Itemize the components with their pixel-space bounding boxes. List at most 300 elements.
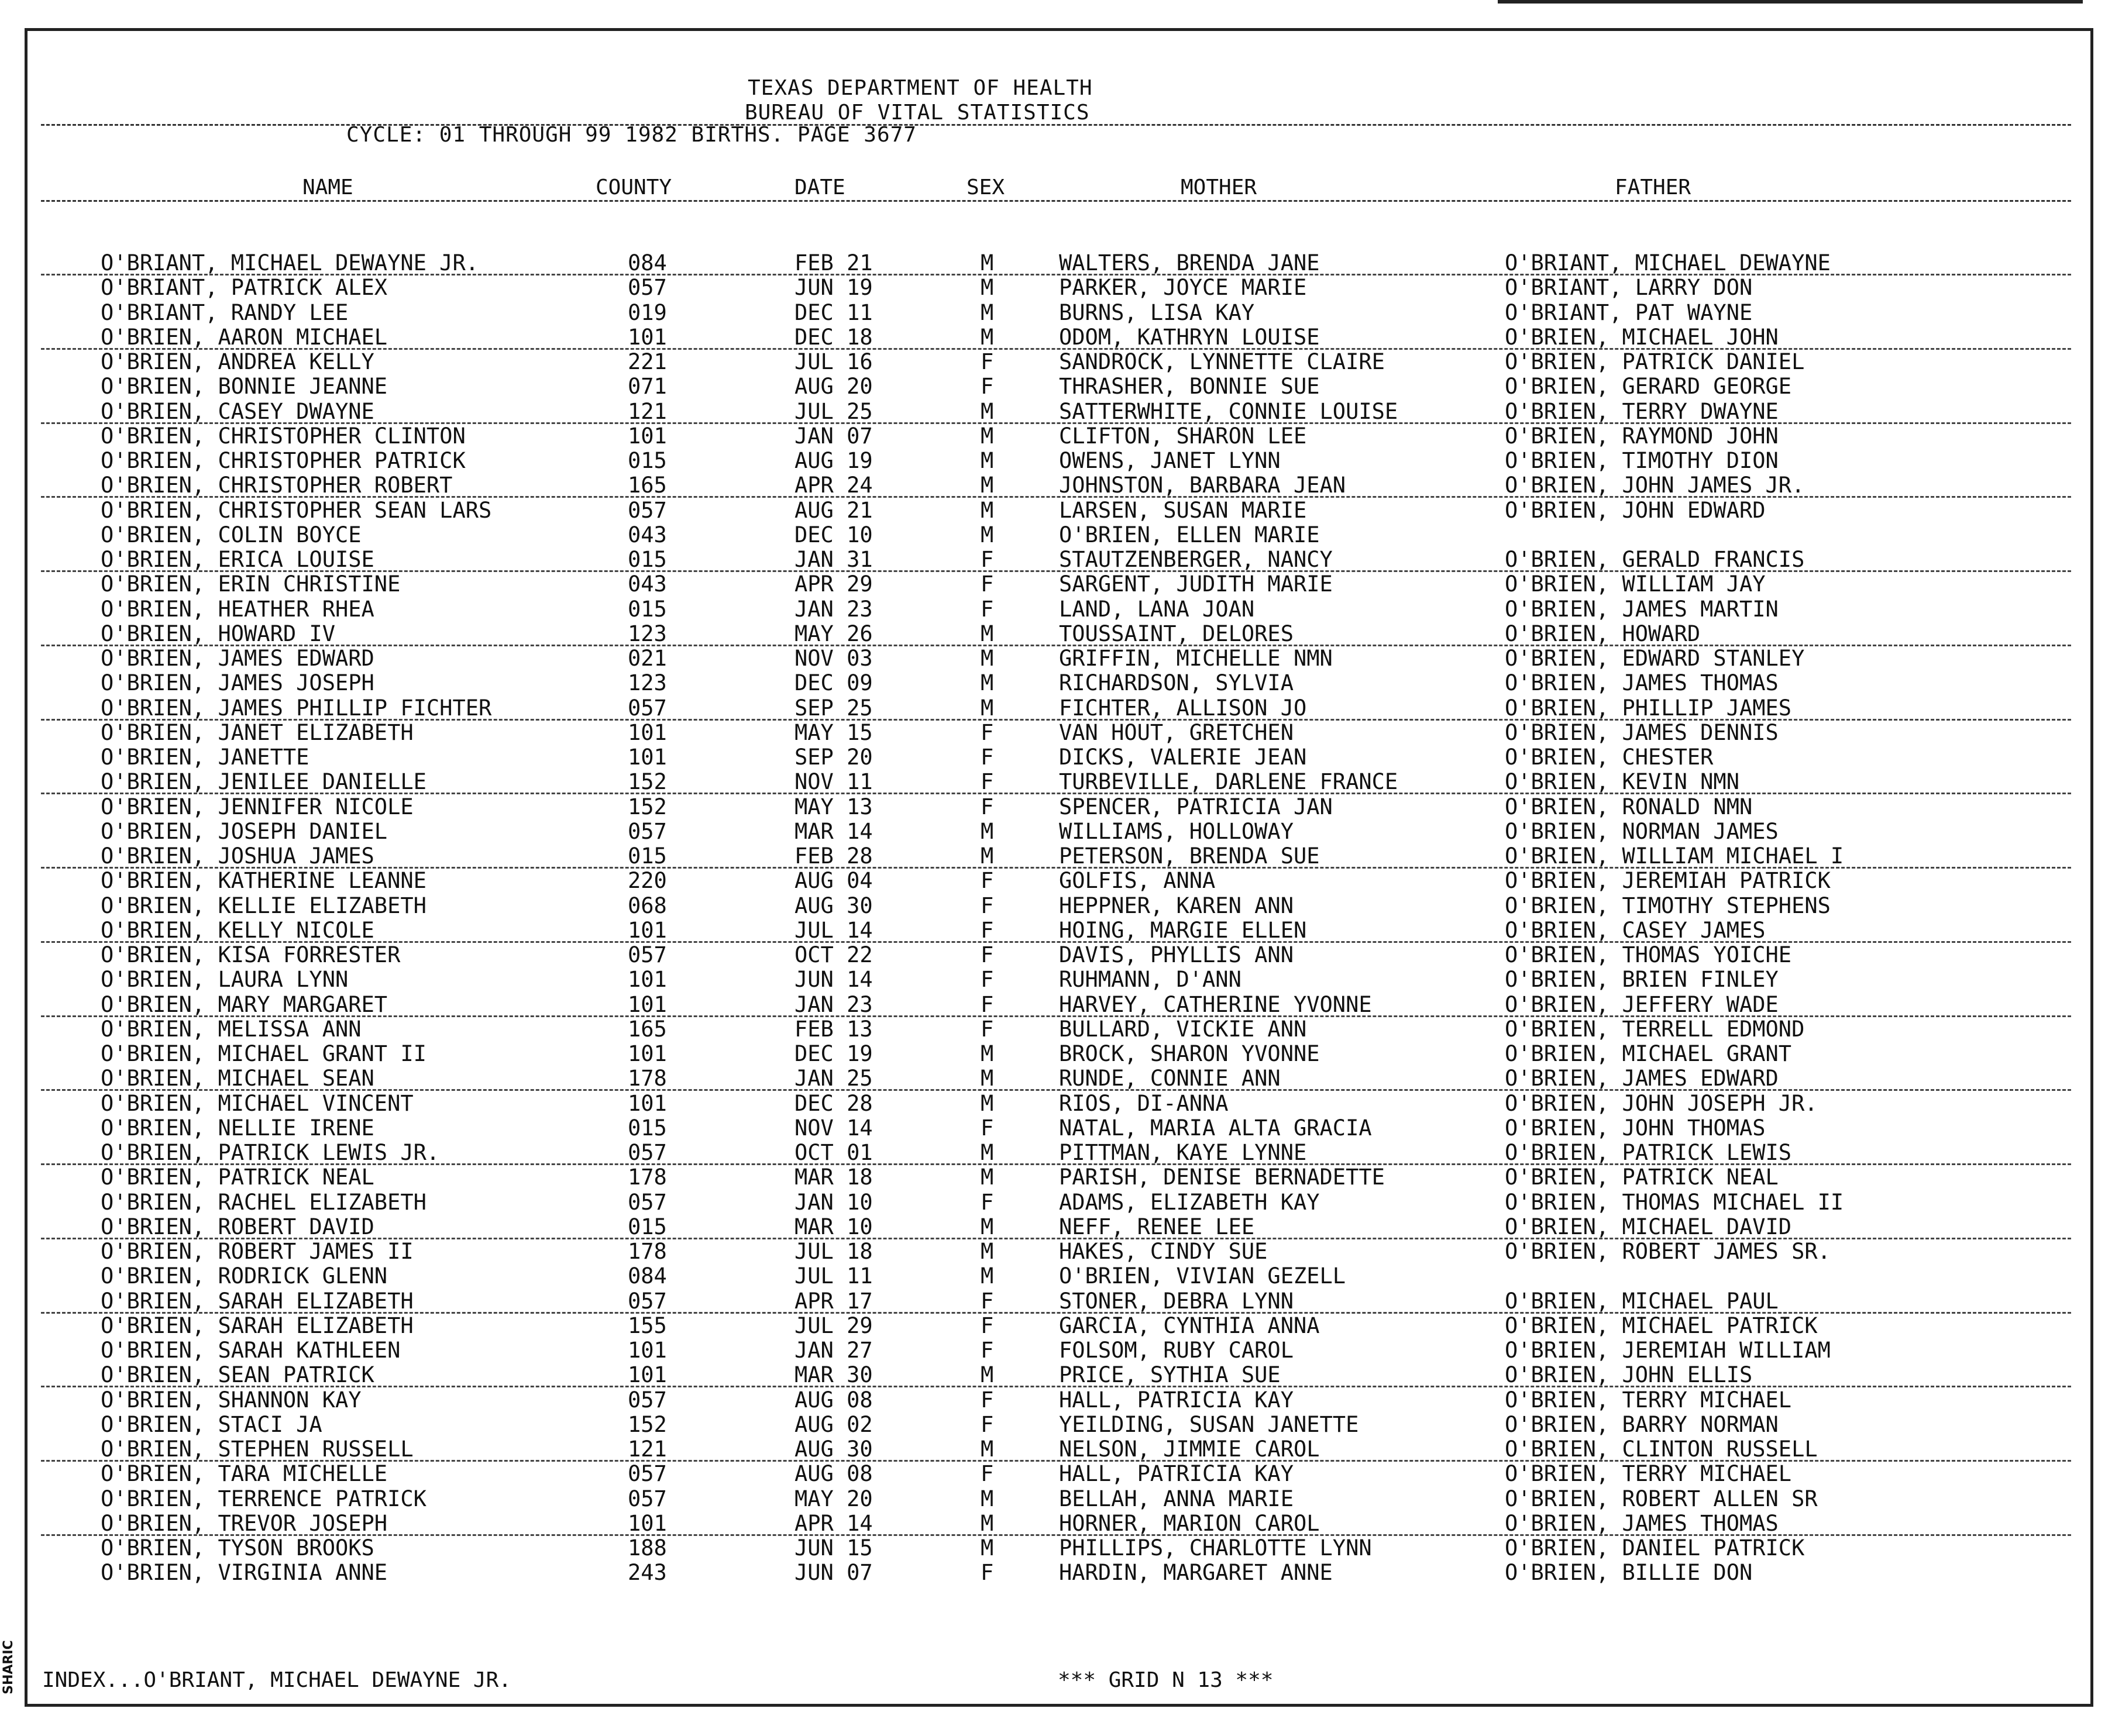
record-sex: M <box>981 1263 994 1289</box>
record-father: O'BRIEN, GERARD GEORGE <box>1505 374 1792 399</box>
record-row <box>0 1091 2122 1115</box>
record-name: O'BRIEN, MELISSA ANN <box>101 1016 362 1042</box>
record-sex: M <box>981 299 994 325</box>
record-sex: M <box>981 818 994 844</box>
record-mother: STONER, DEBRA LYNN <box>1059 1288 1294 1314</box>
record-father: O'BRIEN, PHILLIP JAMES <box>1505 695 1792 721</box>
record-father: O'BRIEN, EDWARD STANLEY <box>1505 646 1805 671</box>
record-name: O'BRIEN, SARAH ELIZABETH <box>101 1313 414 1338</box>
record-county: 057 <box>628 1461 667 1487</box>
record-county: 015 <box>628 596 667 622</box>
record-row <box>0 646 2122 670</box>
record-row <box>0 399 2122 423</box>
record-county: 123 <box>628 621 667 646</box>
record-county: 101 <box>628 1362 667 1388</box>
col-header-mother: MOTHER <box>1181 175 1257 199</box>
record-mother: SPENCER, PATRICIA JAN <box>1059 794 1333 819</box>
record-mother: NEFF, RENEE LEE <box>1059 1214 1255 1239</box>
record-mother: HALL, PATRICIA KAY <box>1059 1461 1294 1487</box>
record-row <box>0 695 2122 720</box>
record-mother: BURNS, LISA KAY <box>1059 299 1255 325</box>
record-date: APR 14 <box>795 1510 873 1536</box>
record-mother: BULLARD, VICKIE ANN <box>1059 1016 1307 1042</box>
record-mother: VAN HOUT, GRETCHEN <box>1059 719 1294 745</box>
record-county: 015 <box>628 1115 667 1141</box>
record-sex: F <box>981 1115 994 1141</box>
record-date: APR 24 <box>795 473 873 498</box>
record-name: O'BRIEN, CHRISTOPHER ROBERT <box>101 473 453 498</box>
record-row <box>0 918 2122 942</box>
record-name: O'BRIEN, JAMES JOSEPH <box>101 670 374 696</box>
record-county: 084 <box>628 250 667 275</box>
record-row <box>0 473 2122 497</box>
record-row <box>0 325 2122 349</box>
record-mother: LAND, LANA JOAN <box>1059 596 1255 622</box>
record-father: O'BRIEN, BILLIE DON <box>1505 1560 1753 1586</box>
record-name: O'BRIEN, SEAN PATRICK <box>101 1362 374 1388</box>
record-mother: DAVIS, PHYLLIS ANN <box>1059 942 1294 967</box>
record-date: MAY 20 <box>795 1486 873 1511</box>
record-county: 221 <box>628 349 667 374</box>
record-sex: F <box>981 571 994 597</box>
record-name: O'BRIEN, HEATHER RHEA <box>101 596 374 622</box>
record-name: O'BRIEN, PATRICK NEAL <box>101 1165 374 1190</box>
record-mother: HOING, MARGIE ELLEN <box>1059 917 1307 943</box>
record-county: 071 <box>628 374 667 399</box>
record-date: NOV 03 <box>795 646 873 671</box>
record-mother: PRICE, SYTHIA SUE <box>1059 1362 1281 1388</box>
record-sex: F <box>981 596 994 622</box>
header-rule <box>41 124 2071 126</box>
column-header-rule <box>41 200 2071 202</box>
header-line-2: BUREAU OF VITAL STATISTICS <box>745 101 1090 125</box>
record-name: O'BRIEN, ROBERT JAMES II <box>101 1239 414 1264</box>
record-date: DEC 10 <box>795 522 873 547</box>
record-mother: LARSEN, SUSAN MARIE <box>1059 497 1307 523</box>
record-sex: M <box>981 522 994 547</box>
record-date: JUN 07 <box>795 1560 873 1586</box>
header-cycle: CYCLE: 01 THROUGH 99 1982 BIRTHS. PAGE 3677 <box>346 123 917 147</box>
record-date: JUL 16 <box>795 349 873 374</box>
record-mother: PETERSON, BRENDA SUE <box>1059 843 1320 869</box>
record-name: O'BRIANT, RANDY LEE <box>101 299 349 325</box>
record-mother: TURBEVILLE, DARLENE FRANCE <box>1059 769 1398 795</box>
record-county: 057 <box>628 1140 667 1165</box>
record-mother: YEILDING, SUSAN JANETTE <box>1059 1411 1359 1437</box>
record-date: AUG 20 <box>795 374 873 399</box>
record-mother: SATTERWHITE, CONNIE LOUISE <box>1059 398 1398 424</box>
record-mother: JOHNSTON, BARBARA JEAN <box>1059 473 1346 498</box>
record-county: 057 <box>628 1189 667 1215</box>
record-mother: CLIFTON, SHARON LEE <box>1059 423 1307 449</box>
col-header-county: COUNTY <box>596 175 672 199</box>
record-row <box>0 1338 2122 1362</box>
record-date: JUN 14 <box>795 967 873 993</box>
record-father: O'BRIEN, JAMES THOMAS <box>1505 1510 1779 1536</box>
record-sex: M <box>981 473 994 498</box>
record-mother: HEPPNER, KAREN ANN <box>1059 893 1294 918</box>
record-date: NOV 11 <box>795 769 873 795</box>
record-father: O'BRIEN, MICHAEL PATRICK <box>1505 1313 1818 1338</box>
record-row <box>0 1263 2122 1288</box>
record-row <box>0 1190 2122 1214</box>
record-date: FEB 21 <box>795 250 873 275</box>
record-mother: HARVEY, CATHERINE YVONNE <box>1059 991 1372 1017</box>
record-father: O'BRIEN, DANIEL PATRICK <box>1505 1535 1805 1561</box>
record-county: 057 <box>628 818 667 844</box>
record-mother: WILLIAMS, HOLLOWAY <box>1059 818 1294 844</box>
record-mother: HORNER, MARION CAROL <box>1059 1510 1320 1536</box>
record-father: O'BRIEN, BARRY NORMAN <box>1505 1411 1779 1437</box>
record-name: O'BRIEN, TERRENCE PATRICK <box>101 1486 427 1511</box>
record-county: 123 <box>628 670 667 696</box>
record-father: O'BRIEN, JAMES DENNIS <box>1505 719 1779 745</box>
col-header-name: NAME <box>302 175 353 199</box>
record-county: 178 <box>628 1239 667 1264</box>
record-sex: M <box>981 1041 994 1066</box>
record-county: 057 <box>628 275 667 301</box>
record-county: 165 <box>628 1016 667 1042</box>
record-date: MAY 15 <box>795 719 873 745</box>
record-father: O'BRIEN, TERRY MICHAEL <box>1505 1461 1792 1487</box>
record-row <box>0 1239 2122 1263</box>
record-father: O'BRIEN, CLINTON RUSSELL <box>1505 1437 1818 1462</box>
record-date: JAN 23 <box>795 991 873 1017</box>
record-date: JUN 19 <box>795 275 873 301</box>
record-row <box>0 819 2122 843</box>
record-father: O'BRIEN, JEREMIAH WILLIAM <box>1505 1338 1831 1363</box>
record-row <box>0 349 2122 374</box>
record-row <box>0 670 2122 695</box>
record-date: AUG 08 <box>795 1461 873 1487</box>
record-sex: F <box>981 893 994 918</box>
record-father: O'BRIEN, JOHN EDWARD <box>1505 497 1766 523</box>
record-mother: FICHTER, ALLISON JO <box>1059 695 1307 721</box>
record-father: O'BRIEN, MICHAEL DAVID <box>1505 1214 1792 1239</box>
record-name: O'BRIEN, JAMES PHILLIP FICHTER <box>101 695 492 721</box>
record-sex: F <box>981 967 994 993</box>
record-date: MAR 30 <box>795 1362 873 1388</box>
record-sex: F <box>981 1016 994 1042</box>
record-row <box>0 1412 2122 1437</box>
record-name: O'BRIEN, MICHAEL VINCENT <box>101 1090 414 1116</box>
record-mother: PHILLIPS, CHARLOTTE LYNN <box>1059 1535 1372 1561</box>
record-mother: O'BRIEN, VIVIAN GEZELL <box>1059 1263 1346 1289</box>
record-row <box>0 1313 2122 1338</box>
record-date: APR 17 <box>795 1288 873 1314</box>
record-name: O'BRIEN, JENILEE DANIELLE <box>101 769 427 795</box>
record-father: O'BRIEN, WILLIAM MICHAEL I <box>1505 843 1844 869</box>
record-row <box>0 1140 2122 1165</box>
record-county: 015 <box>628 843 667 869</box>
record-sex: M <box>981 250 994 275</box>
record-county: 101 <box>628 324 667 350</box>
record-mother: TOUSSAINT, DELORES <box>1059 621 1294 646</box>
record-mother: DICKS, VALERIE JEAN <box>1059 745 1307 770</box>
top-edge-strip <box>1498 0 2083 4</box>
record-date: JAN 31 <box>795 547 873 572</box>
record-name: O'BRIEN, CHRISTOPHER SEAN LARS <box>101 497 492 523</box>
record-row <box>0 769 2122 794</box>
record-county: 015 <box>628 1214 667 1239</box>
record-name: O'BRIEN, TARA MICHELLE <box>101 1461 388 1487</box>
record-mother: SARGENT, JUDITH MARIE <box>1059 571 1333 597</box>
record-date: JAN 27 <box>795 1338 873 1363</box>
record-name: O'BRIEN, NELLIE IRENE <box>101 1115 374 1141</box>
record-date: DEC 09 <box>795 670 873 696</box>
record-row <box>0 1387 2122 1412</box>
record-county: 068 <box>628 893 667 918</box>
record-row <box>0 1041 2122 1066</box>
record-father: O'BRIEN, THOMAS MICHAEL II <box>1505 1189 1844 1215</box>
col-header-sex: SEX <box>967 175 1005 199</box>
record-row <box>0 1165 2122 1189</box>
record-name: O'BRIEN, MARY MARGARET <box>101 991 388 1017</box>
record-row <box>0 275 2122 299</box>
record-row <box>0 942 2122 967</box>
record-sex: F <box>981 1411 994 1437</box>
record-sex: M <box>981 646 994 671</box>
record-date: DEC 19 <box>795 1041 873 1066</box>
footer-grid: *** GRID N 13 *** <box>1058 1668 1274 1692</box>
record-sex: F <box>981 1461 994 1487</box>
record-name: O'BRIEN, ERICA LOUISE <box>101 547 374 572</box>
header-line-1: TEXAS DEPARTMENT OF HEALTH <box>748 76 1093 100</box>
record-county: 084 <box>628 1263 667 1289</box>
col-header-father: FATHER <box>1615 175 1691 199</box>
record-father: O'BRIEN, HOWARD <box>1505 621 1701 646</box>
record-name: O'BRIEN, ROBERT DAVID <box>101 1214 374 1239</box>
record-row <box>0 1214 2122 1239</box>
record-mother: HARDIN, MARGARET ANNE <box>1059 1560 1333 1586</box>
record-father: O'BRIEN, TIMOTHY DION <box>1505 448 1779 473</box>
record-county: 152 <box>628 794 667 819</box>
record-father: O'BRIEN, KEVIN NMN <box>1505 769 1739 795</box>
record-date: AUG 04 <box>795 868 873 894</box>
record-sex: M <box>981 448 994 473</box>
record-date: MAY 26 <box>795 621 873 646</box>
record-mother: PARKER, JOYCE MARIE <box>1059 275 1307 301</box>
record-sex: M <box>981 670 994 696</box>
record-name: O'BRIEN, LAURA LYNN <box>101 967 349 993</box>
record-county: 101 <box>628 917 667 943</box>
record-name: O'BRIEN, CASEY DWAYNE <box>101 398 374 424</box>
record-sex: F <box>981 794 994 819</box>
record-name: O'BRIANT, PATRICK ALEX <box>101 275 388 301</box>
record-date: MAR 18 <box>795 1165 873 1190</box>
record-mother: OWENS, JANET LYNN <box>1059 448 1281 473</box>
record-sex: M <box>981 1066 994 1091</box>
record-row <box>0 843 2122 868</box>
record-row <box>0 522 2122 547</box>
record-date: MAR 10 <box>795 1214 873 1239</box>
record-county: 019 <box>628 299 667 325</box>
record-county: 057 <box>628 695 667 721</box>
record-father: O'BRIEN, PATRICK DANIEL <box>1505 349 1805 374</box>
record-county: 220 <box>628 868 667 894</box>
record-row <box>0 1017 2122 1041</box>
record-name: O'BRIEN, PATRICK LEWIS JR. <box>101 1140 440 1165</box>
record-sex: M <box>981 1486 994 1511</box>
record-date: AUG 19 <box>795 448 873 473</box>
record-name: O'BRIEN, KISA FORRESTER <box>101 942 401 967</box>
record-name: O'BRIEN, CHRISTOPHER CLINTON <box>101 423 466 449</box>
record-sex: M <box>981 1437 994 1462</box>
record-mother: BROCK, SHARON YVONNE <box>1059 1041 1320 1066</box>
record-name: O'BRIEN, SHANNON KAY <box>101 1387 362 1413</box>
record-mother: GOLFIS, ANNA <box>1059 868 1216 894</box>
record-name: O'BRIEN, ERIN CHRISTINE <box>101 571 401 597</box>
record-date: JAN 10 <box>795 1189 873 1215</box>
record-date: NOV 14 <box>795 1115 873 1141</box>
record-mother: PARISH, DENISE BERNADETTE <box>1059 1165 1385 1190</box>
record-father: O'BRIEN, JEFFERY WADE <box>1505 991 1779 1017</box>
record-father: O'BRIEN, TIMOTHY STEPHENS <box>1505 893 1831 918</box>
record-county: 021 <box>628 646 667 671</box>
record-name: O'BRIEN, KELLY NICOLE <box>101 917 374 943</box>
record-name: O'BRIANT, MICHAEL DEWAYNE JR. <box>101 250 479 275</box>
record-row <box>0 1289 2122 1313</box>
record-mother: FOLSOM, RUBY CAROL <box>1059 1338 1294 1363</box>
record-date: DEC 18 <box>795 324 873 350</box>
record-father: O'BRIEN, TERRY DWAYNE <box>1505 398 1779 424</box>
record-name: O'BRIEN, CHRISTOPHER PATRICK <box>101 448 466 473</box>
record-row <box>0 967 2122 991</box>
record-father: O'BRIEN, THOMAS YOICHE <box>1505 942 1792 967</box>
record-name: O'BRIEN, VIRGINIA ANNE <box>101 1560 388 1586</box>
record-mother: WALTERS, BRENDA JANE <box>1059 250 1320 275</box>
record-father: O'BRIEN, JAMES THOMAS <box>1505 670 1779 696</box>
record-father: O'BRIEN, TERRELL EDMOND <box>1505 1016 1805 1042</box>
record-county: 043 <box>628 522 667 547</box>
record-date: MAY 13 <box>795 794 873 819</box>
record-name: O'BRIEN, ANDREA KELLY <box>101 349 374 374</box>
record-row <box>0 374 2122 398</box>
record-county: 015 <box>628 448 667 473</box>
record-row <box>0 1362 2122 1387</box>
record-name: O'BRIEN, JENNIFER NICOLE <box>101 794 414 819</box>
record-row <box>0 1066 2122 1090</box>
record-name: O'BRIEN, KELLIE ELIZABETH <box>101 893 427 918</box>
record-row <box>0 250 2122 275</box>
record-sex: F <box>981 1560 994 1586</box>
record-date: DEC 11 <box>795 299 873 325</box>
record-row <box>0 621 2122 646</box>
side-stamp <box>1 1638 23 1702</box>
record-mother: RUHMANN, D'ANN <box>1059 967 1241 993</box>
record-county: 057 <box>628 1387 667 1413</box>
record-date: DEC 28 <box>795 1090 873 1116</box>
record-name: O'BRIEN, SARAH ELIZABETH <box>101 1288 414 1314</box>
record-sex: F <box>981 349 994 374</box>
record-row <box>0 1115 2122 1140</box>
record-sex: M <box>981 398 994 424</box>
record-date: SEP 25 <box>795 695 873 721</box>
record-date: APR 29 <box>795 571 873 597</box>
record-row <box>0 1560 2122 1585</box>
record-county: 101 <box>628 719 667 745</box>
record-mother: RUNDE, CONNIE ANN <box>1059 1066 1281 1091</box>
record-name: O'BRIEN, STACI JA <box>101 1411 322 1437</box>
record-sex: M <box>981 1165 994 1190</box>
record-father: O'BRIEN, JAMES EDWARD <box>1505 1066 1779 1091</box>
record-sex: M <box>981 1510 994 1536</box>
record-county: 101 <box>628 1338 667 1363</box>
record-father: O'BRIEN, JOHN ELLIS <box>1505 1362 1753 1388</box>
side-stamp-text: SHARIC <box>1 1640 16 1694</box>
record-county: 178 <box>628 1066 667 1091</box>
record-sex: M <box>981 695 994 721</box>
record-mother: GRIFFIN, MICHELLE NMN <box>1059 646 1333 671</box>
record-date: JUL 14 <box>795 917 873 943</box>
record-mother: PITTMAN, KAYE LYNNE <box>1059 1140 1307 1165</box>
record-name: O'BRIEN, JANETTE <box>101 745 309 770</box>
record-father: O'BRIANT, PAT WAYNE <box>1505 299 1753 325</box>
record-mother: GARCIA, CYNTHIA ANNA <box>1059 1313 1320 1338</box>
record-name: O'BRIEN, STEPHEN RUSSELL <box>101 1437 414 1462</box>
record-father: O'BRIEN, JAMES MARTIN <box>1505 596 1779 622</box>
record-date: AUG 30 <box>795 893 873 918</box>
record-sex: M <box>981 1214 994 1239</box>
record-mother: BELLAH, ANNA MARIE <box>1059 1486 1294 1511</box>
record-date: AUG 02 <box>795 1411 873 1437</box>
record-father: O'BRIANT, MICHAEL DEWAYNE <box>1505 250 1831 275</box>
record-row <box>0 423 2122 448</box>
record-sex: F <box>981 547 994 572</box>
record-county: 101 <box>628 1041 667 1066</box>
record-row <box>0 597 2122 621</box>
record-date: JAN 23 <box>795 596 873 622</box>
record-county: 101 <box>628 745 667 770</box>
record-mother: NATAL, MARIA ALTA GRACIA <box>1059 1115 1372 1141</box>
record-sex: F <box>981 991 994 1017</box>
record-father: O'BRIEN, JOHN JAMES JR. <box>1505 473 1805 498</box>
record-name: O'BRIEN, JOSHUA JAMES <box>101 843 374 869</box>
record-date: OCT 01 <box>795 1140 873 1165</box>
record-name: O'BRIEN, JANET ELIZABETH <box>101 719 414 745</box>
record-mother: O'BRIEN, ELLEN MARIE <box>1059 522 1320 547</box>
record-mother: ODOM, KATHRYN LOUISE <box>1059 324 1320 350</box>
record-date: OCT 22 <box>795 942 873 967</box>
record-sex: M <box>981 1239 994 1264</box>
record-mother: STAUTZENBERGER, NANCY <box>1059 547 1333 572</box>
col-header-date: DATE <box>795 175 845 199</box>
record-date: SEP 20 <box>795 745 873 770</box>
record-father: O'BRIEN, CASEY JAMES <box>1505 917 1766 943</box>
record-name: O'BRIEN, MICHAEL SEAN <box>101 1066 374 1091</box>
record-sex: M <box>981 324 994 350</box>
record-date: JUL 11 <box>795 1263 873 1289</box>
record-date: AUG 08 <box>795 1387 873 1413</box>
record-father: O'BRIEN, NORMAN JAMES <box>1505 818 1779 844</box>
record-county: 188 <box>628 1535 667 1561</box>
record-name: O'BRIEN, KATHERINE LEANNE <box>101 868 427 894</box>
record-county: 015 <box>628 547 667 572</box>
record-date: MAR 14 <box>795 818 873 844</box>
record-row <box>0 300 2122 325</box>
record-sex: M <box>981 275 994 301</box>
record-father: O'BRIEN, PATRICK NEAL <box>1505 1165 1779 1190</box>
record-row <box>0 1535 2122 1560</box>
record-county: 152 <box>628 769 667 795</box>
record-date: FEB 28 <box>795 843 873 869</box>
record-sex: M <box>981 1140 994 1165</box>
record-father: O'BRIEN, MICHAEL JOHN <box>1505 324 1779 350</box>
record-sex: F <box>981 1189 994 1215</box>
record-sex: F <box>981 745 994 770</box>
record-father: O'BRIEN, BRIEN FINLEY <box>1505 967 1779 993</box>
record-county: 178 <box>628 1165 667 1190</box>
